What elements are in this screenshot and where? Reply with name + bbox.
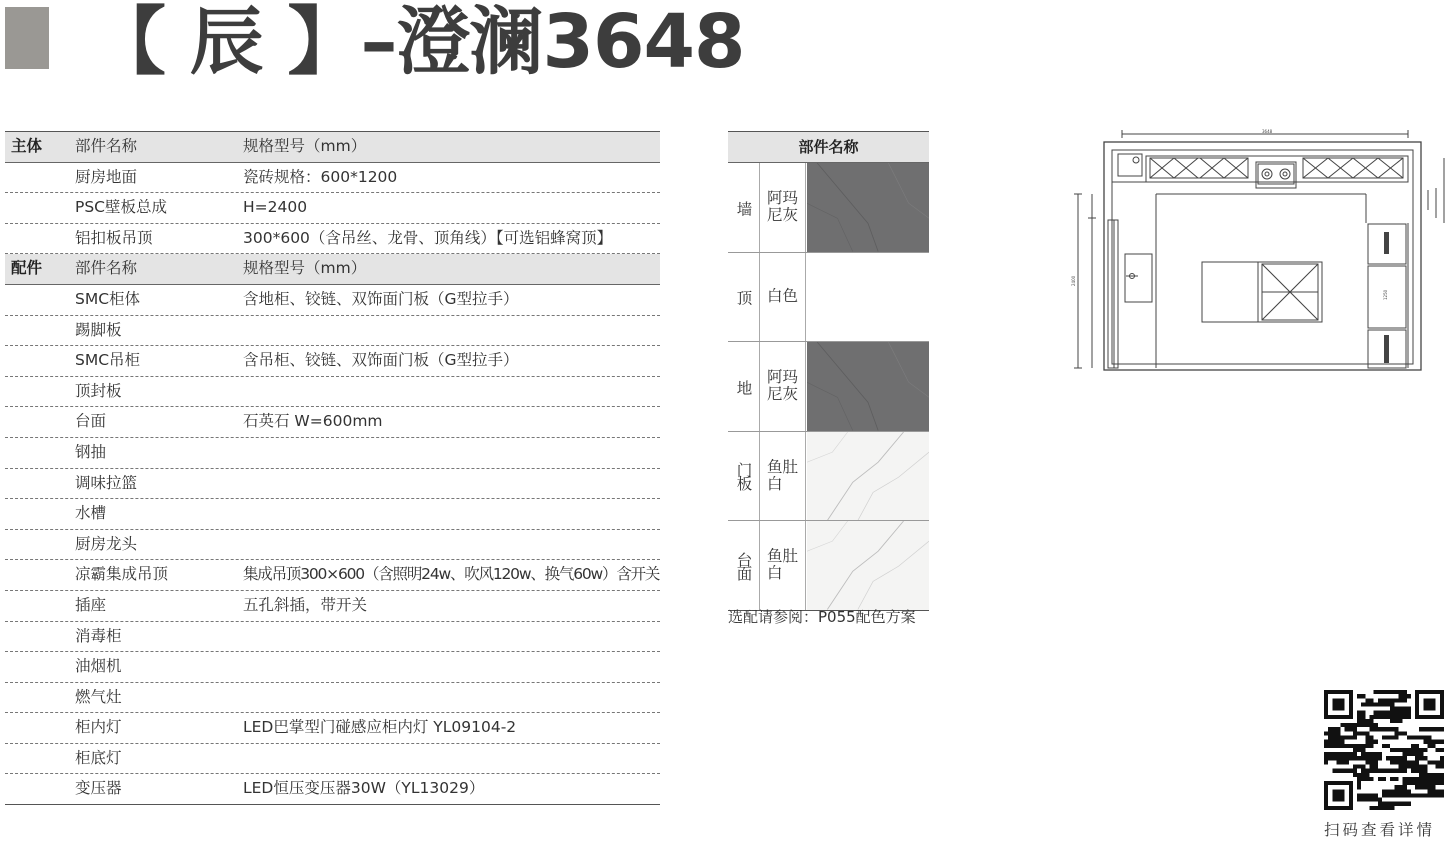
title-block xyxy=(0,0,760,90)
spec-row xyxy=(5,652,660,683)
spec-part-name: 铝扣板吊顶 xyxy=(75,228,153,247)
spec-part-name: 油烟机 xyxy=(75,657,122,676)
color-swatch xyxy=(807,163,929,252)
spec-section-label: 主体 xyxy=(11,137,43,155)
spec-row xyxy=(5,193,660,224)
spec-model: 五孔斜插，带开关 xyxy=(243,595,368,614)
color-name: 鱼肚白 xyxy=(767,547,799,583)
spec-part-name: 消毒柜 xyxy=(75,626,122,645)
color-name: 阿玛尼灰 xyxy=(767,368,799,404)
spec-part-name: 踢脚板 xyxy=(75,320,122,339)
spec-row xyxy=(5,560,660,591)
plan-sink xyxy=(1125,254,1152,302)
spec-row xyxy=(5,713,660,744)
spec-part-name: SMC柜体 xyxy=(75,289,141,308)
spec-part-name: 柜底灯 xyxy=(75,748,122,767)
color-row xyxy=(728,521,929,611)
color-table-body xyxy=(728,163,929,611)
color-name-cell xyxy=(759,432,806,521)
spec-row xyxy=(5,499,660,530)
spec-part-name: 厨房地面 xyxy=(75,167,138,186)
color-name-cell xyxy=(759,342,806,431)
spec-row xyxy=(5,622,660,653)
color-swatch xyxy=(807,342,929,431)
spec-model: LED巴掌型门碰感应柜内灯 YL09104-2 xyxy=(243,718,517,737)
spec-model: 含吊柜、铰链、双饰面门板（G型拉手） xyxy=(243,351,519,370)
spec-row xyxy=(5,163,660,194)
color-part: 地 xyxy=(728,342,760,431)
color-name-cell xyxy=(759,521,806,610)
color-note: 选配请参阅：P055配色方案 xyxy=(728,608,916,626)
plan-dim-top-label: 3648 xyxy=(1262,129,1273,134)
spec-row xyxy=(5,377,660,408)
color-part: 门板 xyxy=(728,432,760,521)
color-swatch xyxy=(807,253,929,342)
spec-row xyxy=(5,407,660,438)
spec-part-name: 燃气灶 xyxy=(75,687,122,706)
spec-section-label: 配件 xyxy=(11,259,43,278)
spec-part-name: 钢抽 xyxy=(75,442,107,461)
color-row xyxy=(728,432,929,522)
color-name-cell xyxy=(759,253,806,342)
color-part: 顶 xyxy=(728,253,760,342)
page-title: 【 辰 】–澄澜3648 xyxy=(92,0,745,85)
spec-row xyxy=(5,591,660,622)
spec-row xyxy=(5,346,660,377)
spec-row xyxy=(5,224,660,255)
spec-row xyxy=(5,316,660,347)
title-accent-block xyxy=(5,7,49,69)
qr-code[interactable] xyxy=(1324,690,1444,810)
color-swatch xyxy=(807,521,929,610)
spec-model: 规格型号（mm） xyxy=(243,259,367,278)
spec-part-name: SMC吊柜 xyxy=(75,351,141,370)
color-name: 白色 xyxy=(767,287,799,306)
spec-part-name: 插座 xyxy=(75,595,107,614)
spec-row xyxy=(5,530,660,561)
spec-part-name: 变压器 xyxy=(75,779,122,798)
spec-section-header xyxy=(5,132,660,163)
spec-model: 含地柜、铰链、双饰面门板（G型拉手） xyxy=(243,289,519,308)
plan-dim-right-label: 1250 xyxy=(1383,289,1388,300)
color-row xyxy=(728,342,929,432)
spec-row xyxy=(5,438,660,469)
spec-part-name: 台面 xyxy=(75,412,107,431)
spec-row xyxy=(5,285,660,316)
spec-row xyxy=(5,744,660,775)
spec-model: 集成吊顶300×600（含照明24w、吹风120w、换气60w）含开关 xyxy=(243,565,660,584)
color-row xyxy=(728,253,929,343)
spec-part-name: 厨房龙头 xyxy=(75,534,138,553)
color-name: 阿玛尼灰 xyxy=(767,189,799,225)
spec-part-name: 部件名称 xyxy=(75,137,138,155)
color-swatch xyxy=(807,432,929,521)
color-name-cell xyxy=(759,163,806,252)
spec-model: 瓷砖规格：600*1200 xyxy=(243,167,398,186)
spec-part-name: 调味拉篮 xyxy=(75,473,138,492)
spec-section-header xyxy=(5,254,660,285)
spec-part-name: 柜内灯 xyxy=(75,718,122,737)
spec-model: LED恒压变压器30W（YL13029） xyxy=(243,779,485,798)
spec-part-name: 顶封板 xyxy=(75,381,122,400)
color-row xyxy=(728,163,929,253)
spec-model: 石英石 W=600mm xyxy=(243,412,383,431)
color-part: 墙 xyxy=(728,163,760,252)
color-name: 鱼肚白 xyxy=(767,457,799,493)
color-table xyxy=(728,131,929,611)
kitchen-floor-plan xyxy=(1070,128,1450,378)
spec-model: 300*600（含吊丝、龙骨、顶角线）【可选铝蜂窝顶】 xyxy=(243,228,613,247)
spec-part-name: 凉霸集成吊顶 xyxy=(75,565,169,584)
spec-part-name: PSC壁板总成 xyxy=(75,198,168,217)
color-table-header: 部件名称 xyxy=(728,132,929,163)
spec-row xyxy=(5,774,660,805)
spec-model: H=2400 xyxy=(243,198,308,217)
spec-table xyxy=(5,131,660,805)
spec-part-name: 水槽 xyxy=(75,504,107,523)
spec-part-name: 部件名称 xyxy=(75,259,138,278)
spec-model: 规格型号（mm） xyxy=(243,137,367,155)
color-part: 台面 xyxy=(728,521,760,610)
plan-dim-left-label: 2400 xyxy=(1071,275,1076,286)
spec-row xyxy=(5,469,660,500)
spec-row xyxy=(5,683,660,714)
qr-caption: 扫码查看详情 xyxy=(1324,821,1436,839)
